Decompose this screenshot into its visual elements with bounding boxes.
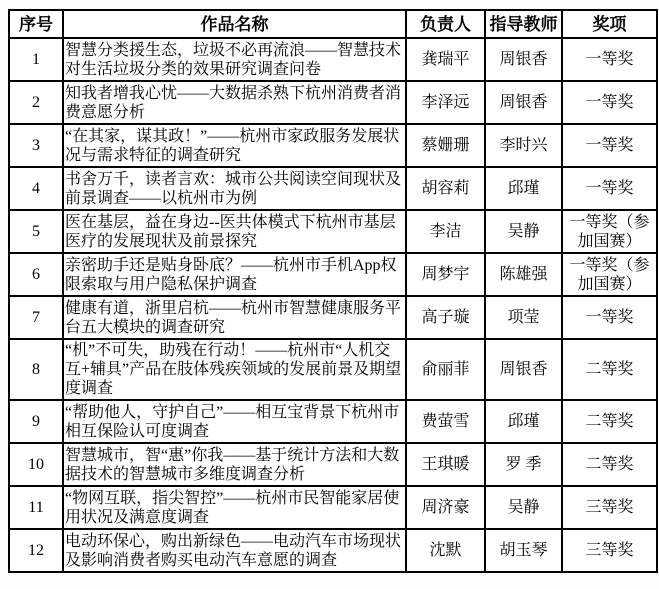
leader-name-cell: 周济豪 <box>406 486 485 529</box>
table-row <box>9 81 657 124</box>
work-title-cell: “物网互联，指尖智控”——杭州市民智能家居使用状况及满意度调查 <box>63 486 406 529</box>
row-number-cell: 8 <box>9 339 63 400</box>
header-row <box>9 10 657 38</box>
work-title-cell: 智慧分类援生态，垃圾不必再流浪——智慧技术对生活垃圾分类的效果研究调查问卷 <box>63 38 406 81</box>
table-row <box>9 296 657 339</box>
award-cell: 一等奖 <box>562 296 657 339</box>
advisor-name-cell: 邱瑾 <box>485 400 562 443</box>
header-cell-teacher: 指导教师 <box>485 10 562 38</box>
row-number-cell: 12 <box>9 529 63 572</box>
work-title-cell: “在其家，谋其政！”——杭州市家政服务发展状况与需求特征的调查研究 <box>63 124 406 167</box>
table-row <box>9 529 657 572</box>
work-title-cell: 健康有道，浙里启杭——杭州市智慧健康服务平台五大模块的调查研究 <box>63 296 406 339</box>
award-cell: 一等奖 <box>562 81 657 124</box>
leader-name-cell: 俞丽菲 <box>406 339 485 400</box>
advisor-name-cell: 周银香 <box>485 81 562 124</box>
table-row <box>9 167 657 210</box>
awards-table-header <box>9 10 657 38</box>
leader-name-cell: 胡容莉 <box>406 167 485 210</box>
row-number-cell: 4 <box>9 167 63 210</box>
award-cell: 二等奖 <box>562 443 657 486</box>
work-title-cell: “机”不可失，助残在行动！——杭州市“人机交互+辅具”产品在肢体残疾领域的发展前景及期望度调查 <box>63 339 406 400</box>
row-number-cell: 2 <box>9 81 63 124</box>
award-cell: 一等奖（参加国赛） <box>562 253 657 296</box>
leader-name-cell: 沈默 <box>406 529 485 572</box>
row-number-cell: 1 <box>9 38 63 81</box>
advisor-name-cell: 项莹 <box>485 296 562 339</box>
advisor-name-cell: 邱瑾 <box>485 167 562 210</box>
leader-name-cell: 李洁 <box>406 210 485 253</box>
table-row <box>9 443 657 486</box>
advisor-name-cell: 吴静 <box>485 210 562 253</box>
header-cell-title: 作品名称 <box>63 10 406 38</box>
award-cell: 一等奖（参加国赛） <box>562 210 657 253</box>
header-cell-leader: 负责人 <box>406 10 485 38</box>
table-row <box>9 124 657 167</box>
row-number-cell: 6 <box>9 253 63 296</box>
row-number-cell: 9 <box>9 400 63 443</box>
document-sheet <box>8 9 658 573</box>
table-row <box>9 210 657 253</box>
leader-name-cell: 李泽远 <box>406 81 485 124</box>
advisor-name-cell: 罗 季 <box>485 443 562 486</box>
table-row <box>9 400 657 443</box>
table-row <box>9 38 657 81</box>
work-title-cell: 电动环保心，购出新绿色——电动汽车市场现状及影响消费者购买电动汽车意愿的调查 <box>63 529 406 572</box>
row-number-cell: 11 <box>9 486 63 529</box>
awards-table-body <box>9 38 657 572</box>
award-cell: 一等奖 <box>562 124 657 167</box>
advisor-name-cell: 胡玉琴 <box>485 529 562 572</box>
awards-table <box>8 9 658 573</box>
advisor-name-cell: 吴静 <box>485 486 562 529</box>
leader-name-cell: 蔡姗珊 <box>406 124 485 167</box>
row-number-cell: 7 <box>9 296 63 339</box>
work-title-cell: “帮助他人，守护自己”——相互宝背景下杭州市相互保险认可度调查 <box>63 400 406 443</box>
advisor-name-cell: 陈雄强 <box>485 253 562 296</box>
row-number-cell: 10 <box>9 443 63 486</box>
row-number-cell: 3 <box>9 124 63 167</box>
leader-name-cell: 王琪暖 <box>406 443 485 486</box>
table-row <box>9 486 657 529</box>
table-row <box>9 253 657 296</box>
work-title-cell: 书舍万千，读者言欢：城市公共阅读空间现状及前景调查——以杭州市为例 <box>63 167 406 210</box>
leader-name-cell: 费萤雪 <box>406 400 485 443</box>
advisor-name-cell: 周银香 <box>485 38 562 81</box>
award-cell: 一等奖 <box>562 167 657 210</box>
work-title-cell: 亲密助手还是贴身卧底？——杭州市手机App权限索取与用户隐私保护调查 <box>63 253 406 296</box>
award-cell: 三等奖 <box>562 529 657 572</box>
work-title-cell: 医在基层，益在身边--医共体模式下杭州市基层医疗的发展现状及前景探究 <box>63 210 406 253</box>
award-cell: 三等奖 <box>562 486 657 529</box>
award-cell: 一等奖 <box>562 38 657 81</box>
leader-name-cell: 龚瑞平 <box>406 38 485 81</box>
work-title-cell: 智慧城市，智“惠”你我——基于统计方法和大数据技术的智慧城市多维度调查分析 <box>63 443 406 486</box>
award-cell: 二等奖 <box>562 339 657 400</box>
leader-name-cell: 高子璇 <box>406 296 485 339</box>
advisor-name-cell: 周银香 <box>485 339 562 400</box>
header-cell-no: 序号 <box>9 10 63 38</box>
leader-name-cell: 周梦宇 <box>406 253 485 296</box>
award-cell: 二等奖 <box>562 400 657 443</box>
advisor-name-cell: 李时兴 <box>485 124 562 167</box>
header-cell-award: 奖项 <box>562 10 657 38</box>
work-title-cell: 知我者增我心忧——大数据杀熟下杭州消费者消费意愿分析 <box>63 81 406 124</box>
table-row <box>9 339 657 400</box>
row-number-cell: 5 <box>9 210 63 253</box>
